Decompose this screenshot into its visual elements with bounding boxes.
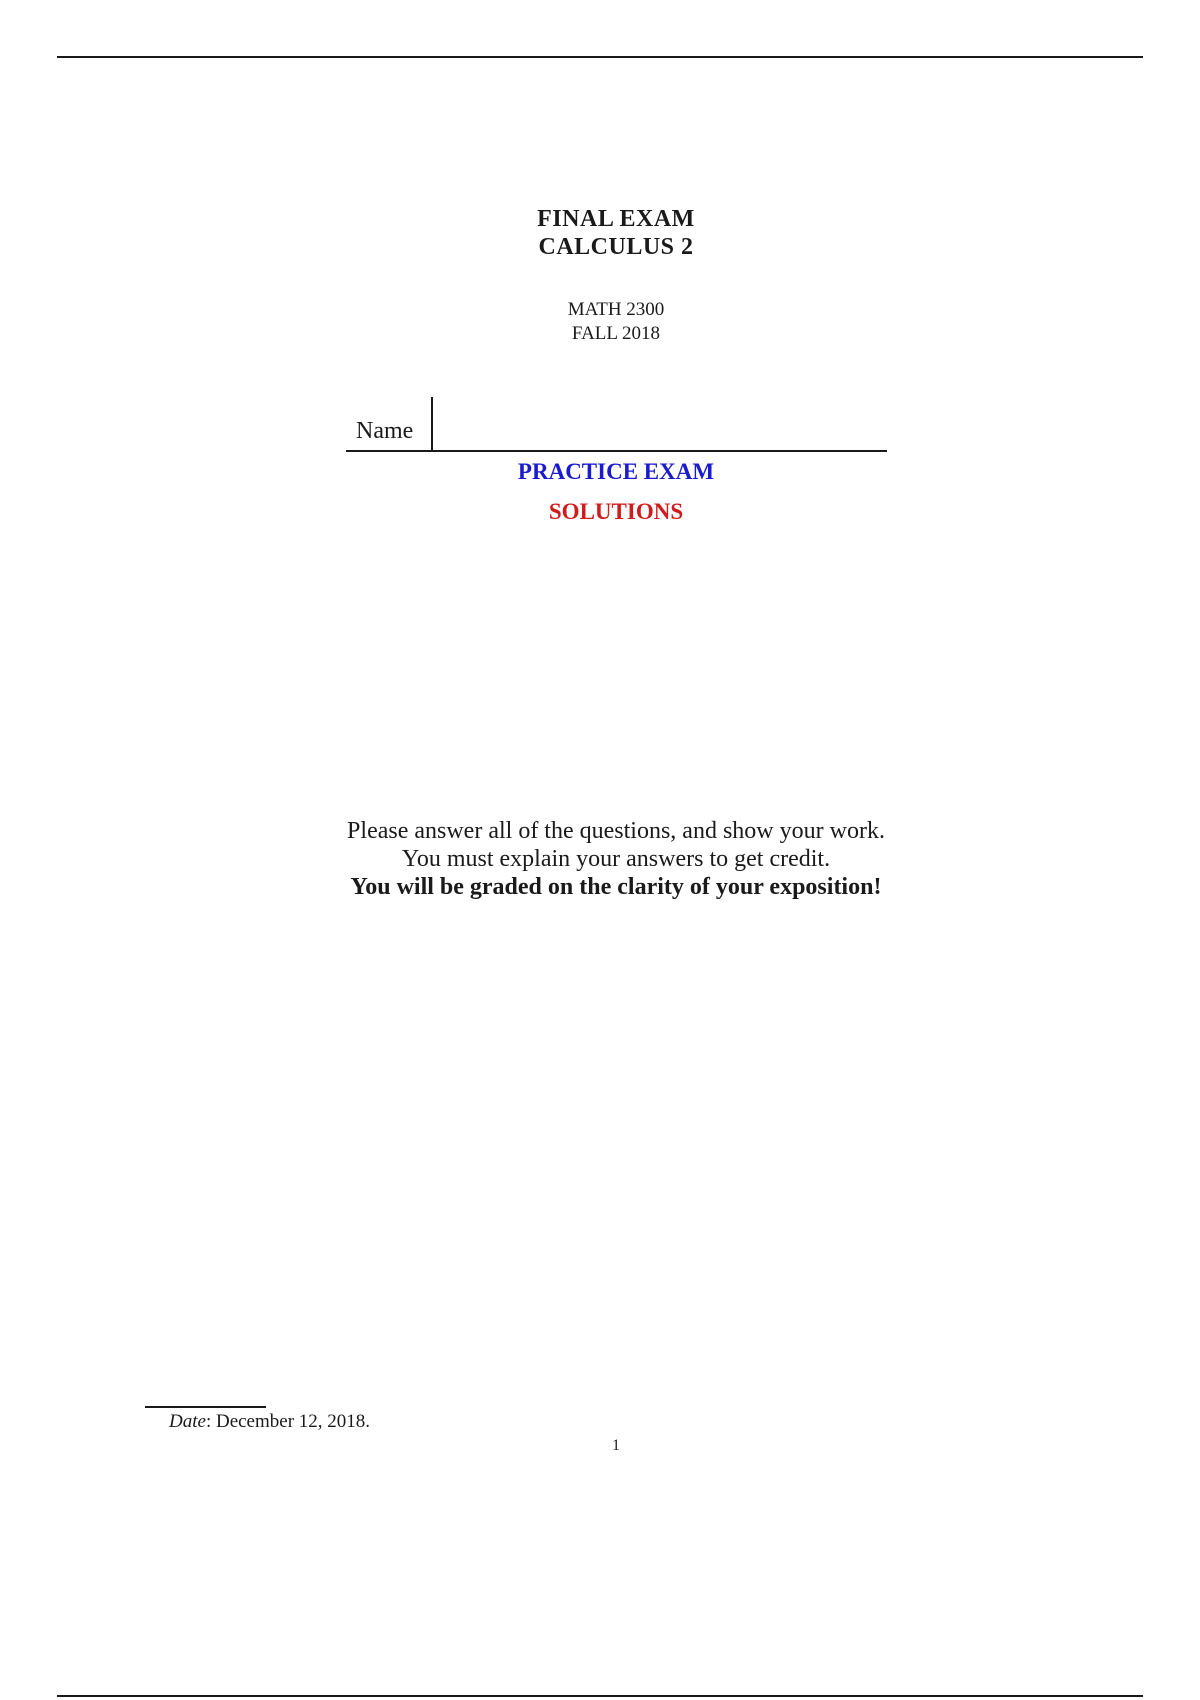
exam-title-line2: CALCULUS 2	[538, 234, 694, 260]
date-footnote-value: December 12, 2018.	[211, 1411, 371, 1432]
instruction-line2: You must explain your answers to get credit.	[401, 846, 831, 872]
practice-exam-stamp: PRACTICE EXAM	[517, 459, 715, 484]
name-field-line[interactable]	[346, 450, 887, 452]
instruction-line1: Please answer all of the questions, and show your work.	[347, 818, 885, 844]
course-code: MATH 2300	[567, 299, 665, 320]
date-footnote	[169, 1411, 370, 1433]
solutions-stamp: SOLUTIONS	[548, 499, 684, 524]
exam-title-line1: FINAL EXAM	[537, 206, 695, 232]
date-footnote-label: Date	[169, 1411, 206, 1432]
name-label: Name	[356, 418, 414, 444]
name-field-divider	[431, 397, 433, 450]
top-rule	[57, 56, 1143, 58]
date-footnote-separator: :	[205, 1411, 212, 1432]
instruction-line3: You will be graded on the clarity of your exposition!	[350, 874, 882, 900]
bottom-rule	[57, 1695, 1143, 1697]
page-number: 1	[612, 1437, 620, 1454]
term: FALL 2018	[571, 323, 661, 344]
footnote-rule	[145, 1406, 266, 1408]
